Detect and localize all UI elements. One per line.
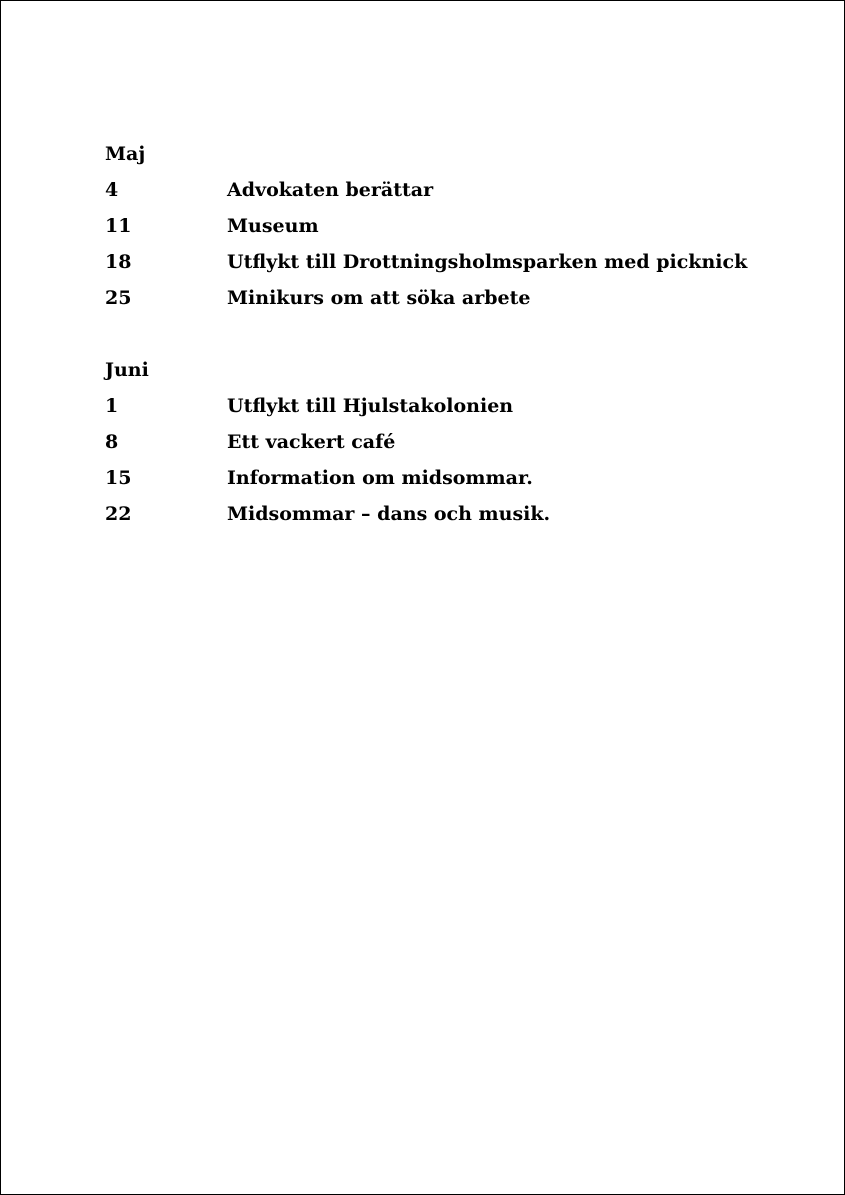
event-day: 18 bbox=[105, 251, 132, 273]
event-title: Utflykt till Drottningsholmsparken med picknick bbox=[227, 251, 748, 273]
event-title: Museum bbox=[227, 215, 319, 237]
event-row bbox=[105, 502, 805, 526]
event-title: Ett vackert café bbox=[227, 431, 396, 453]
month-section-june bbox=[105, 358, 805, 538]
month-heading: Maj bbox=[105, 143, 146, 165]
event-row bbox=[105, 394, 805, 418]
event-row bbox=[105, 286, 805, 310]
event-row bbox=[105, 214, 805, 238]
event-row bbox=[105, 430, 805, 454]
month-heading: Juni bbox=[105, 359, 149, 381]
event-day: 11 bbox=[105, 215, 132, 237]
event-day: 1 bbox=[105, 395, 119, 417]
event-row bbox=[105, 178, 805, 202]
event-row bbox=[105, 250, 805, 274]
event-day: 15 bbox=[105, 467, 132, 489]
event-day: 22 bbox=[105, 503, 132, 525]
event-title: Advokaten berättar bbox=[227, 179, 434, 201]
event-title: Utflykt till Hjulstakolonien bbox=[227, 395, 514, 417]
event-day: 25 bbox=[105, 287, 132, 309]
event-day: 8 bbox=[105, 431, 119, 453]
event-title: Minikurs om att söka arbete bbox=[227, 287, 531, 309]
event-row bbox=[105, 466, 805, 490]
event-title: Midsommar – dans och musik. bbox=[227, 503, 551, 525]
month-section-may bbox=[105, 142, 805, 322]
event-title: Information om midsommar. bbox=[227, 467, 533, 489]
event-day: 4 bbox=[105, 179, 119, 201]
